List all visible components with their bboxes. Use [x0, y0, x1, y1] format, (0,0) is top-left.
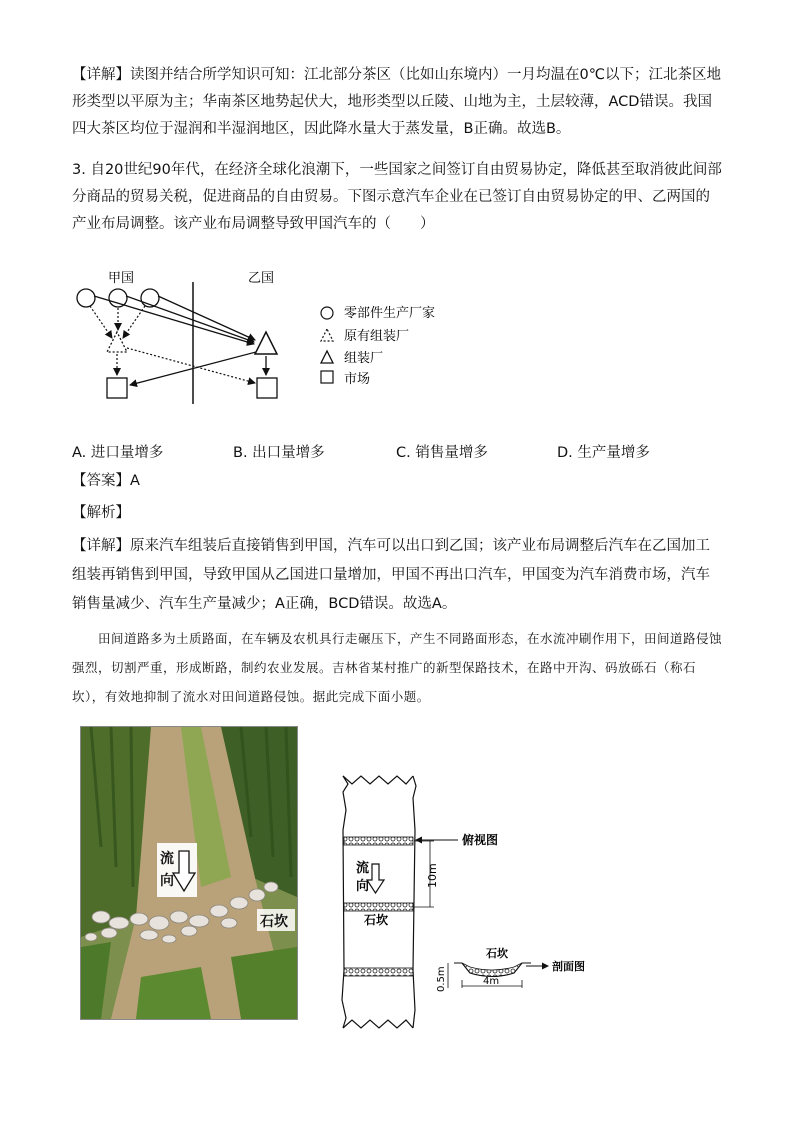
photo-flow-label-bottom: 向: [160, 873, 174, 889]
answer-line: 【答案】A: [72, 473, 140, 489]
legend-label-market: 市场: [344, 372, 371, 387]
legend-label-assembly: 组装厂: [344, 351, 384, 366]
market-country-b: [257, 378, 277, 398]
intro-paragraph: 田间道路多为土质路面，在车辆及农机具行走碾压下，产生不同路面形态，在水流冲刷作用下，田间道路侵蚀强烈，切割严重，形成断路，制约农业发展。吉林省某村推广的新型保路技术，在路中开沟、码放砾石（称石坎），有效地抑制了流水对田间道路侵蚀。据此完成下面小题。: [72, 631, 723, 704]
schematic-stone-label: 石坎: [364, 913, 389, 927]
trade-layout-diagram: [72, 262, 462, 412]
field-road-photo: [80, 726, 298, 1020]
original-assembly-plant: [107, 332, 127, 352]
parts-factory-1: [77, 289, 95, 307]
stone-band-3: [344, 968, 413, 976]
photo-stone-label: 石坎: [260, 914, 288, 930]
distance-label: 10m: [426, 863, 439, 888]
explanation-paragraph-2: 【详解】原来汽车组装后直接销售到甲国，汽车可以出口到乙国；该产业布局调整后汽车在乙国加工组装再销售到甲国，导致甲国从乙国进口量增加，甲国不再出口汽车，甲国变为汽车消费市场，汽车销售量减少、汽车生产量减少；A正确，BCD错误。故选A。: [72, 538, 710, 612]
schematic-flow-arrow-icon: [367, 864, 384, 893]
option-d[interactable]: D. 生产量增多: [557, 445, 650, 461]
legend-circle-icon: [321, 307, 333, 319]
explanation-paragraph-1: 【详解】读图并结合所学知识可知：江北部分茶区（比如山东境内）一月均温在0℃以下；江北茶区地形类型以平原为主；华南茶区地势起伏大，地形类型以丘陵、山地为主，土层较薄，ACD错误。我国四大茶区均位于湿润和半湿润地区，因此降水量大于蒸发量，B正确。故选B。: [72, 67, 722, 137]
schematic-flow-label-bottom: 向: [356, 879, 370, 894]
question-3-text: 3. 自20世纪90年代，在经济全球化浪潮下，一些国家之间签订自由贸易协定，降低甚至取消彼此间部分商品的贸易关税，促进商品的自由贸易。下图示意汽车企业在已签订自由贸易协定的甲、乙两国的产业布局调整。该产业布局调整导致甲国汽车的（ ）: [72, 162, 722, 232]
stone-band-1: [344, 837, 413, 845]
schematic-flow-label-top: 流: [356, 861, 370, 876]
country-b-label: 乙国: [248, 271, 275, 286]
legend-label-original: 原有组装厂: [344, 329, 410, 344]
depth-label: 0.5m: [436, 966, 447, 992]
analysis-heading: 【解析】: [72, 505, 130, 521]
stone-ridge-schematic: [330, 770, 610, 1030]
legend-square-icon: [321, 371, 333, 383]
photo-flow-label-top: 流: [160, 851, 174, 867]
assembly-plant: [255, 332, 277, 354]
parts-factory-2: [109, 289, 127, 307]
section-view-label: 剖面图: [552, 960, 585, 973]
top-view-label: 俯视图: [462, 833, 499, 847]
stone-band-2: [344, 903, 413, 911]
section-stone-label: 石坎: [486, 947, 508, 960]
option-c[interactable]: C. 销售量增多: [396, 445, 488, 461]
legend-label-parts: 零部件生产厂家: [344, 306, 436, 321]
option-b[interactable]: B. 出口量增多: [233, 445, 325, 461]
market-country-a: [107, 378, 127, 398]
legend-triangle-icon: [321, 351, 333, 363]
width-label: 4m: [483, 976, 500, 987]
option-a[interactable]: A. 进口量增多: [72, 445, 164, 461]
country-a-label: 甲国: [108, 271, 135, 286]
legend-dashed-triangle-icon: [321, 329, 333, 341]
